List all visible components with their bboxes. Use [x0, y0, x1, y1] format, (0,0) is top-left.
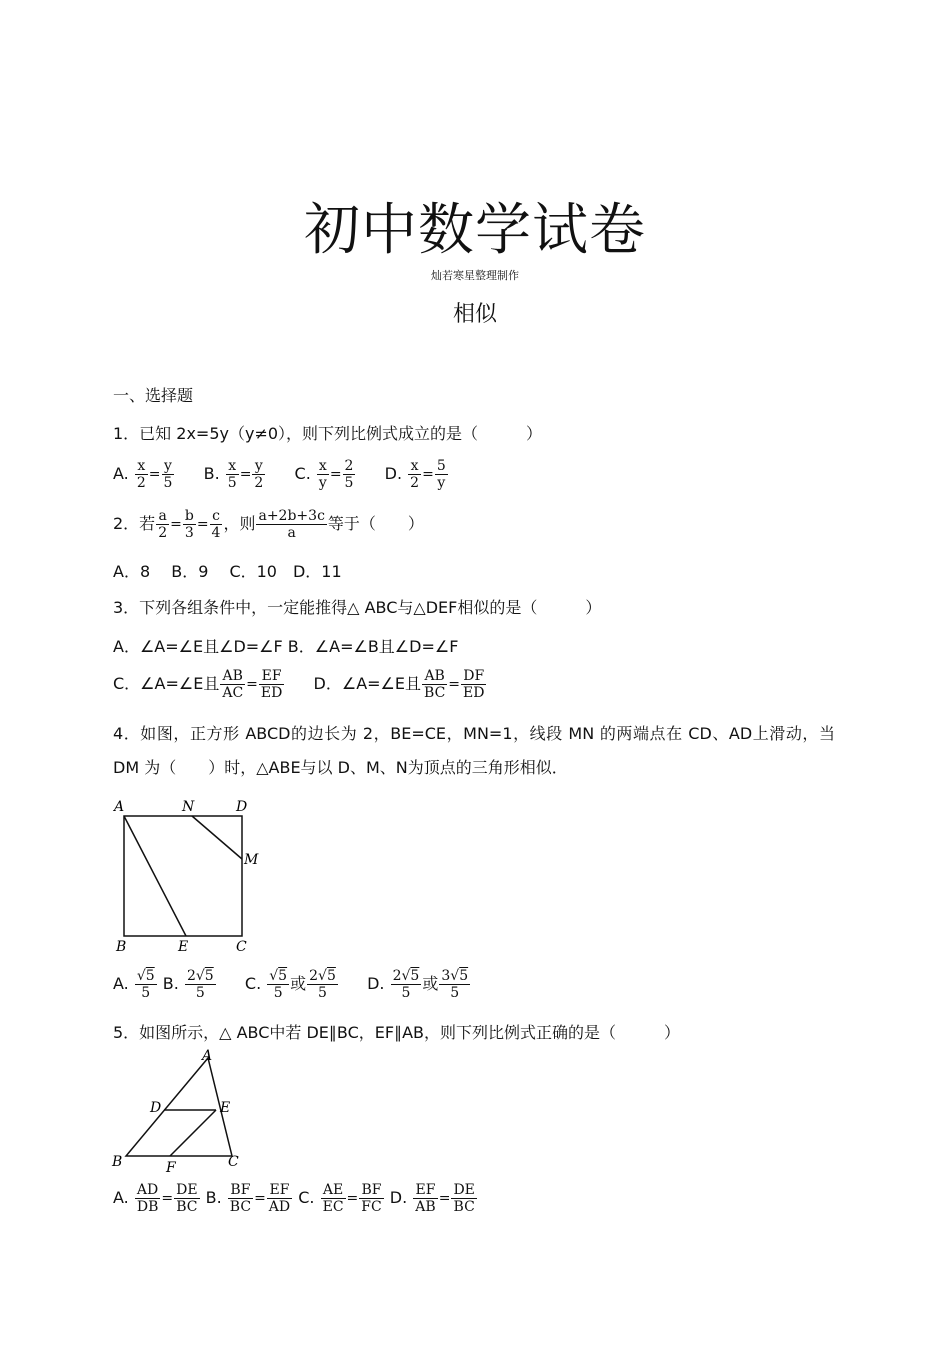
topic-heading: 相似: [452, 302, 497, 327]
label-c: C: [228, 1154, 239, 1170]
fraction: $\frac{AD}{DB}$: [136, 1182, 159, 1215]
fraction: $\frac{EF}{ED}$: [260, 668, 283, 701]
fraction: $\frac{c}{4}$: [211, 508, 221, 541]
square-figure: [112, 796, 272, 956]
paper-subtitle: 灿若寒星整理制作: [431, 269, 519, 282]
section-heading: 一、选择题: [113, 386, 194, 405]
fraction: $\frac{BF}{BC}$: [229, 1182, 252, 1215]
label-e: E: [178, 939, 189, 955]
label-e: E: [220, 1100, 231, 1116]
label-m: M: [244, 852, 259, 868]
q3-options-cd: C．∠A=∠E且 $\frac{AB}{AC}$ = $\frac{EF}{ED}$ D．∠A=∠E且 $\frac{AB}{BC}$ = $\frac{DF}{ED}$: [113, 668, 485, 701]
q3-stem: 3．下列各组条件中，一定能推得△ ABC与△DEF相似的是（ ）: [113, 598, 602, 617]
fraction: $\frac{DF}{ED}$: [463, 668, 485, 701]
label-n: N: [182, 799, 195, 815]
fraction: $\frac{EF}{AD}$: [268, 1182, 291, 1215]
q1-option-c-label: C.: [294, 464, 311, 483]
q1-option-a-label: A.: [113, 464, 129, 483]
fraction: $\frac{√5}{5}$: [136, 968, 155, 1001]
q5-stem: 5．如图所示，△ ABC中若 DE∥BC，EF∥AB，则下列比例式正确的是（ ）: [113, 1023, 681, 1042]
segment-ef: [170, 1110, 216, 1156]
label-a: A: [202, 1048, 213, 1064]
q1-option-b-label: B.: [203, 464, 220, 483]
fraction: $\frac{EF}{AB}$: [415, 1182, 436, 1215]
triangle-abc: [126, 1058, 232, 1156]
fraction: $\frac{x}{2}$: [136, 458, 146, 491]
fraction: $\frac{AB}{BC}$: [424, 668, 446, 701]
segment-mn: [192, 816, 242, 859]
fraction: $\frac{5}{y}$: [436, 458, 446, 491]
label-c: C: [236, 939, 247, 955]
q1-stem: 1．已知 2x=5y（y≠0），则下列比例式成立的是（ ）: [113, 424, 543, 443]
fraction: $\frac{√5}{5}$: [269, 968, 288, 1001]
fraction: $\frac{x}{2}$: [410, 458, 420, 491]
label-f: F: [166, 1160, 176, 1176]
fraction: $\frac{AB}{AC}$: [222, 668, 244, 701]
fraction: $\frac{y}{5}$: [163, 458, 173, 491]
fraction: $\frac{DE}{BC}$: [176, 1182, 198, 1215]
fraction: $\frac{y}{2}$: [254, 458, 264, 491]
fraction: $\frac{2}{5}$: [344, 458, 354, 491]
fraction: $\frac{2√5}{5}$: [186, 968, 214, 1001]
fraction: $\frac{a+2b+3c}{a}$: [258, 508, 325, 541]
q1-options: A. $\frac{x}{2}$ = $\frac{y}{5}$ B. $\frac{x}{5}$ = $\frac{y}{2}$ C. $\frac{x}{y}$ = $\frac{2}{5}$ D. $\frac{x}{2}$ = $\frac{5}{y}$: [113, 458, 446, 491]
label-b: B: [116, 939, 127, 955]
label-a: A: [114, 799, 125, 815]
triangle-figure: [108, 1048, 248, 1178]
q5-options: A. $\frac{AD}{DB}$ = $\frac{DE}{BC}$ B. $\frac{BF}{BC}$ = $\frac{EF}{AD}$ C. $\frac{AE}{EC}$ = $\frac{BF}{FC}$ D. $\frac{EF}{AB}$ = $\frac{DE}{BC}$: [113, 1182, 475, 1215]
segment-ae: [124, 816, 186, 936]
fraction: $\frac{BF}{FC}$: [361, 1182, 382, 1215]
q4-stem: 4．如图，正方形 ABCD的边长为 2，BE=CE，MN=1，线段 MN 的两端点在 CD、AD上滑动，当 DM 为（ ）时，△ABE与以 D、M、N为顶点的三角形相似．: [113, 724, 835, 777]
q2-options: A．8 B．9 C．10 D．11: [113, 562, 342, 581]
paper-title: 初中数学试卷: [304, 198, 646, 263]
fraction: $\frac{3√5}{5}$: [441, 968, 469, 1001]
fraction: $\frac{2√5}{5}$: [309, 968, 336, 1001]
fraction: $\frac{x}{y}$: [318, 458, 327, 491]
label-b: B: [112, 1154, 123, 1170]
label-d: D: [150, 1100, 162, 1116]
fraction: $\frac{b}{3}$: [184, 508, 194, 541]
fraction: $\frac{x}{5}$: [227, 458, 237, 491]
fraction: $\frac{DE}{BC}$: [453, 1182, 475, 1215]
q2-stem: 2．若 $\frac{a}{2}$ = $\frac{b}{3}$ = $\frac{c}{4}$ ，则 $\frac{a+2b+3c}{a}$ 等于（ ）: [113, 508, 424, 541]
square-abcd: [124, 816, 242, 936]
q4-options: A. $\frac{√5}{5}$ B. $\frac{2√5}{5}$ C. $\frac{√5}{5}$ 或 $\frac{2√5}{5}$ D. $\frac{2√5}{5}$ 或 $\frac{3√5}{5}$: [113, 968, 469, 1001]
q1-option-d-label: D.: [384, 464, 403, 483]
label-d: D: [236, 799, 248, 815]
fraction: $\frac{AE}{EC}$: [322, 1182, 344, 1215]
fraction: $\frac{a}{2}$: [158, 508, 168, 541]
q3-options-ab: A．∠A=∠E且∠D=∠F B．∠A=∠B且∠D=∠F: [113, 637, 459, 656]
fraction: $\frac{2√5}{5}$: [392, 968, 420, 1001]
